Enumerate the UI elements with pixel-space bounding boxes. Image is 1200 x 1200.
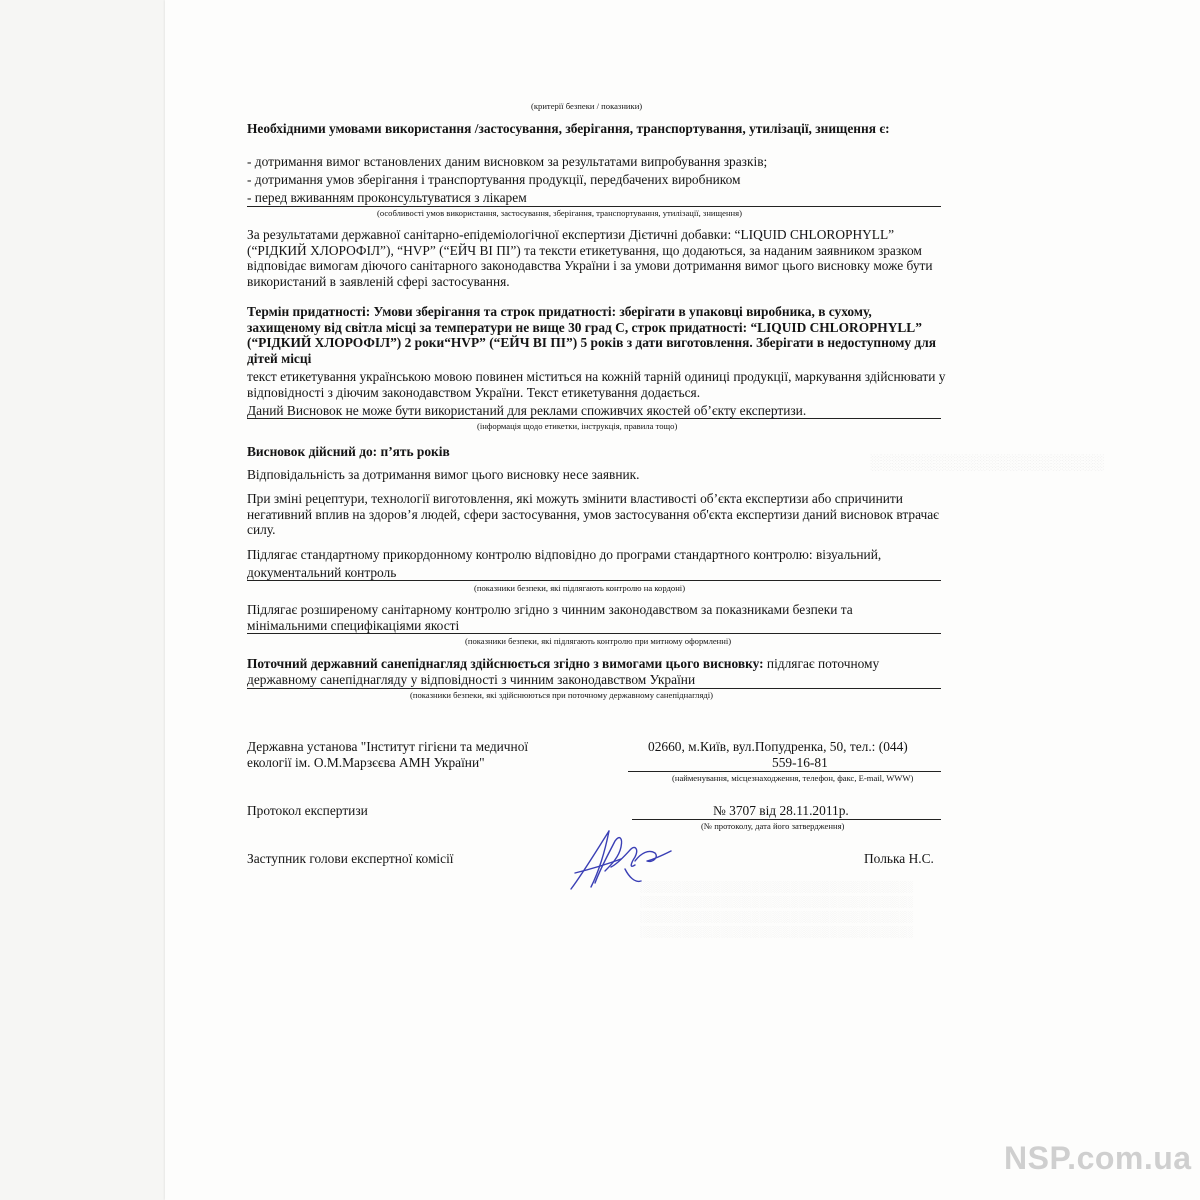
institution-name-line-2: екології ім. О.М.Марзєєва АМН України" xyxy=(247,755,485,770)
institution-name-line-1: Державна установа "Інститут гігієни та медичної xyxy=(247,739,529,754)
bleed-through-text: ░░░░░░░░░░░░░░░░░░░░░░ xyxy=(870,455,1104,471)
protocol-label: Протокол експертизи xyxy=(247,803,368,818)
label-info-rule xyxy=(247,418,941,419)
protocol-caption: (№ протоколу, дата його затвердження) xyxy=(701,821,845,831)
supervision-rule xyxy=(247,688,941,689)
label-info-caption: (інформація щодо етикетки, інструкція, правила тощо) xyxy=(477,421,678,431)
sanitary-control-caption: (показники безпеки, які підлягають контролю при митному оформленні) xyxy=(465,636,732,646)
protocol-number: № 3707 від 28.11.2011р. xyxy=(713,803,849,818)
sanitary-control-line-1: Підлягає розширеному санітарному контролю згідно з чинним законодавством за показниками безпеки та xyxy=(247,602,853,617)
border-control-rule xyxy=(247,580,941,581)
criteria-caption: (критерії безпеки / показники) xyxy=(531,101,643,111)
validity-statement: Висновок дійсний до: п’ять років xyxy=(247,444,450,459)
border-control-line-1: Підлягає стандартному прикордонному контролю відповідно до програми стандартного контролю: візуальний, xyxy=(247,547,882,562)
advertising-restriction: Даний Висновок не може бути використаний для реклами споживчих якостей об’єкту експертизи. xyxy=(247,403,807,418)
conditions-rule xyxy=(247,206,941,207)
institution-address-line-1: 02660, м.Київ, вул.Попудренка, 50, тел.: (044) xyxy=(648,739,908,754)
supervision-bold: Поточний державний санепіднагляд здійснюється згідно з вимогами цього висновку: xyxy=(247,656,764,671)
sanitary-control-rule xyxy=(247,633,941,634)
signatory-role: Заступник голови експертної комісії xyxy=(247,851,454,866)
protocol-rule xyxy=(632,819,941,820)
label-text-paragraph: текст етикетування українською мовою повинен міститься на кожній тарній одиниці продукції, маркування здійснювати у відповідності з діючим законодавством України. Текст етикетування додається. xyxy=(247,369,946,400)
sanitary-control-line-2: мінімальними специфікаціями якості xyxy=(247,618,460,633)
condition-item-2: - дотримання умов зберігання і транспортування продукції, передбачених виробником xyxy=(247,172,741,187)
supervision-rest: підлягає поточному xyxy=(763,656,880,671)
border-control-caption: (показники безпеки, які підлягають контролю на кордоні) xyxy=(474,583,686,593)
conditions-heading: Необхідними умовами використання /застосування, зберігання, транспортування, утилізації, знищення є: xyxy=(247,121,890,136)
signatory-name: Полька Н.С. xyxy=(864,851,934,866)
recipe-change-paragraph: При зміні рецептури, технології виготовлення, які можуть змінити властивості об’єкта експертизи або спричинити негативний вплив на здоров’я людей, сфери застосування, умов застосування об'єкта експертизи даний висновок втрачає силу. xyxy=(247,491,939,537)
watermark-logo: NSP.com.ua xyxy=(1004,1140,1192,1176)
border-control-line-2: документальний контроль xyxy=(247,565,397,580)
condition-item-1: - дотримання вимог встановлених даним висновком за результатами випробування зразків; xyxy=(247,154,768,169)
conditions-caption: (особливості умов використання, застосування, зберігання, транспортування, утилізації, знищення) xyxy=(377,208,742,218)
institution-caption: (найменування, місцезнаходження, телефон, факс, E-mail, WWW) xyxy=(672,773,914,783)
bleed-through-block: ░░░░░░░░░░░░░░░░░░░░░░░░░░░░░░░░░░░ ░░░░░░░░░░░░░░░░░░░░░░░░░░░░░░░░░░░ ░░░░░░░░░░░░░░░░░░░░░░░░░░░░░░░░░░░ ░░░░░░░░░░░░░░░░░░░░░░░░░░░░░░░░░░░ xyxy=(640,881,913,938)
supervision-line-2: державному санепіднагляду у відповідності з чинним законодавством України xyxy=(247,672,696,687)
responsibility-statement: Відповідальність за дотримання вимог цього висновку несе заявник. xyxy=(247,467,640,482)
supervision-line-1 xyxy=(247,656,879,672)
institution-address-line-2: 559-16-81 xyxy=(772,755,828,770)
results-paragraph: За результатами державної санітарно-епідеміологічної експертизи Дієтичні добавки: “LIQUID CHLOROPHYLL” (“РІДКИЙ ХЛОРОФІЛ”), “HVP” (“ЕЙЧ ВІ ПІ”) та тексти етикетування, що додаються, за наданим заявником зразком відповідає вимогам діючого санітарного законодавства України і за умови дотримання вимог цього висновку може бути використаний в заявленій сфері застосування. xyxy=(247,227,933,289)
condition-item-3: - перед вживанням проконсультуватися з лікарем xyxy=(247,190,527,205)
supervision-caption: (показники безпеки, які здійснюються при поточному державному санепіднагляді) xyxy=(410,690,714,700)
shelf-life-paragraph: Термін придатності: Умови зберігання та строк придатності: зберігати в упаковці виробника, в сухому, захищеному від світла місці за температури не вище 30 град С, строк придатності: “LIQUID CHLOROPHYLL” (“РІДКИЙ ХЛОРОФІЛ”) 2 роки“HVP” (“ЕЙЧ ВІ ПІ”) 5 років з дати виготовлення. Зберігати в недоступному для дітей місці xyxy=(247,304,936,366)
institution-rule xyxy=(628,771,941,772)
